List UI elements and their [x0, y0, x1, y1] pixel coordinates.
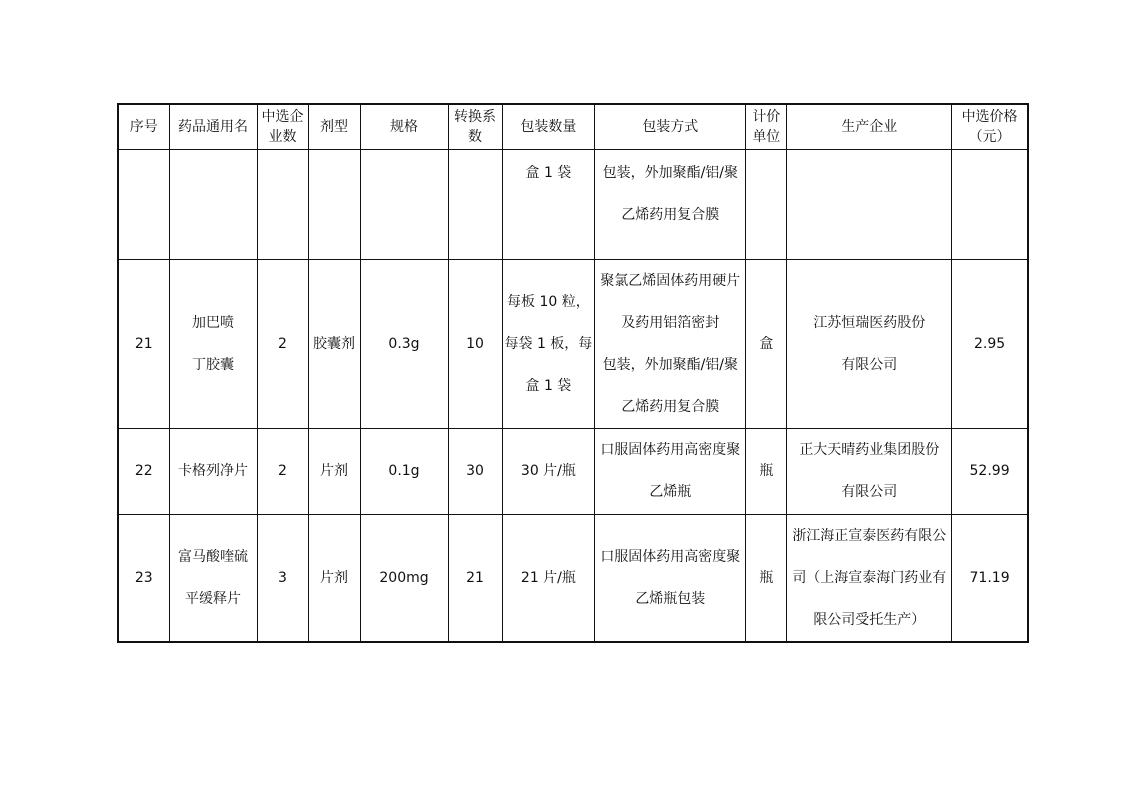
conversion-factor-cell: 10 [448, 259, 502, 428]
manufacturer-cell: 正大天晴药业集团股份 有限公司 [787, 428, 952, 514]
unit-cell: 瓶 [746, 514, 787, 642]
conversion-factor-cell: 21 [448, 514, 502, 642]
header-cell: 计价 单位 [746, 104, 787, 149]
package-method-cell: 口服固体药用高密度聚 乙烯瓶包装 [595, 514, 746, 642]
package-qty-cell: 30 片/瓶 [502, 428, 595, 514]
name-cell: 卡格列净片 [169, 428, 257, 514]
header-cell: 包装数量 [502, 104, 595, 149]
unit-cell [746, 149, 787, 259]
name-cell [169, 149, 257, 259]
package-qty-cell: 盒 1 袋 [502, 149, 595, 259]
unit-cell: 盒 [746, 259, 787, 428]
manufacturer-cell [787, 149, 952, 259]
spec-cell: 0.3g [360, 259, 448, 428]
header-cell: 生产企业 [787, 104, 952, 149]
price-cell: 2.95 [952, 259, 1028, 428]
manufacturer-cell: 浙江海正宣泰医药有限公 司（上海宣泰海门药业有 限公司受托生产） [787, 514, 952, 642]
header-cell: 中选价格 （元） [952, 104, 1028, 149]
spec-cell: 0.1g [360, 428, 448, 514]
company-count-cell: 2 [257, 259, 308, 428]
package-qty-cell: 21 片/瓶 [502, 514, 595, 642]
spec-cell: 200mg [360, 514, 448, 642]
dosage-form-cell [308, 149, 360, 259]
company-count-cell: 2 [257, 428, 308, 514]
company-count-cell [257, 149, 308, 259]
table-row [118, 514, 1028, 642]
package-method-cell: 口服固体药用高密度聚 乙烯瓶 [595, 428, 746, 514]
conversion-factor-cell [448, 149, 502, 259]
spec-cell [360, 149, 448, 259]
header-cell: 规格 [360, 104, 448, 149]
name-cell: 加巴喷 丁胶囊 [169, 259, 257, 428]
dosage-form-cell: 片剂 [308, 514, 360, 642]
conversion-factor-cell: 30 [448, 428, 502, 514]
unit-cell: 瓶 [746, 428, 787, 514]
dosage-form-cell: 片剂 [308, 428, 360, 514]
manufacturer-cell: 江苏恒瑞医药股份 有限公司 [787, 259, 952, 428]
header-cell: 序号 [118, 104, 169, 149]
dosage-form-cell: 胶囊剂 [308, 259, 360, 428]
header-cell: 剂型 [308, 104, 360, 149]
header-row [118, 104, 1028, 149]
header-cell: 包装方式 [595, 104, 746, 149]
table-row [118, 428, 1028, 514]
company-count-cell: 3 [257, 514, 308, 642]
price-cell: 52.99 [952, 428, 1028, 514]
seq-cell: 23 [118, 514, 169, 642]
package-method-cell: 聚氯乙烯固体药用硬片 及药用铝箔密封 包装，外加聚酯/铝/聚 乙烯药用复合膜 [595, 259, 746, 428]
seq-cell: 22 [118, 428, 169, 514]
header-cell: 药品通用名 [169, 104, 257, 149]
price-cell [952, 149, 1028, 259]
table-row [118, 259, 1028, 428]
seq-cell: 21 [118, 259, 169, 428]
header-cell: 中选企 业数 [257, 104, 308, 149]
table-row [118, 149, 1028, 259]
price-cell: 71.19 [952, 514, 1028, 642]
drug-price-table [117, 103, 1029, 643]
header-cell: 转换系 数 [448, 104, 502, 149]
seq-cell [118, 149, 169, 259]
name-cell: 富马酸喹硫 平缓释片 [169, 514, 257, 642]
package-method-cell: 包装，外加聚酯/铝/聚 乙烯药用复合膜 [595, 149, 746, 259]
package-qty-cell: 每板 10 粒， 每袋 1 板，每 盒 1 袋 [502, 259, 595, 428]
